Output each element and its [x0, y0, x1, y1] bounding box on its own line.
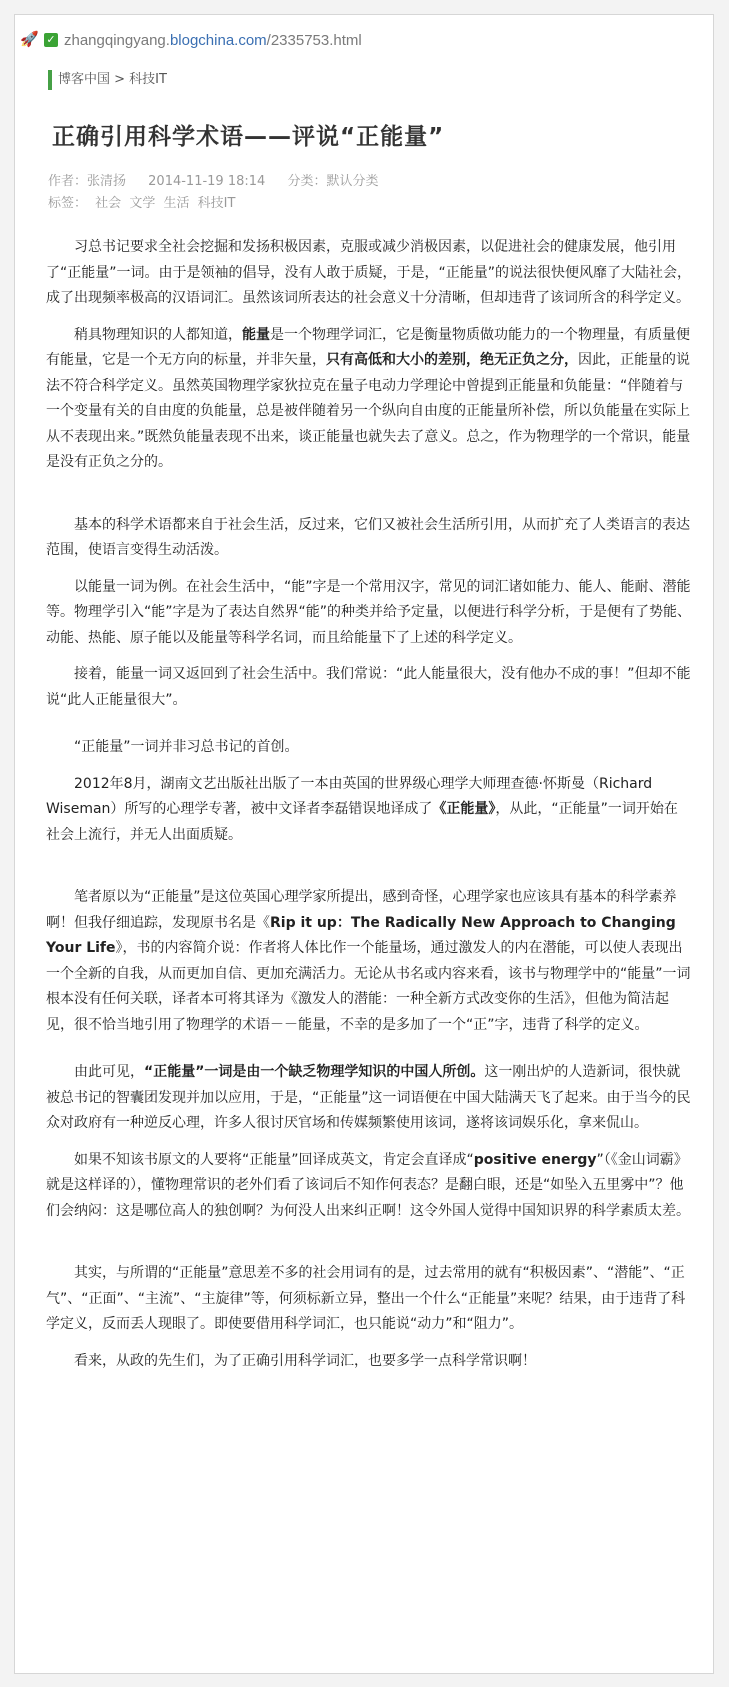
- breadcrumb[interactable]: 博客中国 > 科技IT: [48, 70, 167, 90]
- publish-date: 2014-11-19 18:14: [148, 174, 266, 189]
- emphasis: 只有高低和大小的差别，绝无正负之分，: [326, 352, 578, 368]
- article-tags: [48, 194, 235, 214]
- paragraph: 由此可见，“正能量”一词是由一个缺乏物理学知识的中国人所创。这一刚出炉的人造新词，很快就被总书记的智囊团发现并加以应用，于是，“正能量”这一词语便在中国大陆满天飞了起来。由于当今的民众对政府有一种逆反心理，许多人很讨厌官场和传媒频繁使用该词，遂将该词娱乐化，拿来侃山。: [46, 1064, 691, 1131]
- url-host: blogchina.com: [169, 31, 267, 49]
- url-prefix: zhangqingyang.: [64, 31, 170, 49]
- address-bar[interactable]: [20, 25, 690, 55]
- article-meta: [48, 172, 396, 192]
- emphasis: 《正能量》: [432, 801, 496, 817]
- emphasis: 能量: [242, 326, 270, 343]
- paragraph: 其实，与所谓的“正能量”意思差不多的社会用词有的是，过去常用的就有“积极因素”、“潜能”、“正气”、“正面”、“主流”、“主旋律”等，何须标新立异，整出一个什么“正能量”来呢？结果，由于违背了科学定义，反而丢人现眼了。即使要借用科学词汇，也只能说“动力”和“阻力”。: [46, 1265, 686, 1332]
- author: 作者：张清扬: [48, 174, 127, 189]
- secure-check-icon: ✓: [44, 33, 58, 47]
- article-body: [46, 235, 691, 1374]
- emphasis: Rip it up：The Radically New Approach to Changing Your Life: [46, 914, 676, 956]
- paragraph: 以能量一词为例。在社会生活中，“能”字是一个常用汉字，常见的词汇诸如能力、能人、能耐、潜能等。物理学引入“能”字是为了表达自然界“能”的种类并给予定量，以便进行科学分析，于是便有了势能、动能、热能、原子能以及能量等科学名词，而且给能量下了上述的科学定义。: [46, 578, 692, 646]
- paragraph: 习总书记要求全社会挖掘和发扬积极因素，克服或减少消极因素，以促进社会的健康发展，他引用了“正能量”一词。由于是领袖的倡导，没有人敢于质疑，于是，“正能量”的说法很快便风靡了大陆社会，成了出现频率极高的汉语词汇。虽然该词所表达的社会意义十分清晰，但却违背了该词所含的科学定义。: [46, 239, 692, 306]
- category[interactable]: 分类：默认分类: [287, 174, 379, 189]
- rocket-icon: 🚀: [20, 31, 39, 48]
- paragraph: 稍具物理知识的人都知道，能量是一个物理学词汇，它是衡量物质做功能力的一个物理量，有质量便有能量，它是一个无方向的标量，并非矢量，只有高低和大小的差别，绝无正负之分，因此，正能量的说法不符合科学定义。虽然英国物理学家狄拉克在量子电动力学理论中曾提到正能量和负能量：“伴随着与一个变量有关的自由度的负能量，总是被伴随着另一个纵向自由度的正能量所补偿，所以负能量在实际上从不表现出来。”既然负能量表现不出来，谈正能量也就失去了意义。总之，作为物理学的一个常识，能量是没有正负之分的。: [46, 326, 691, 470]
- paragraph: 笔者原以为“正能量”是这位英国心理学家所提出，感到奇怪，心理学家也应该具有基本的科学素养啊！但我仔细追踪，发现原书名是《Rip it up：The Radically New Approach to Changing Your Life》，书的内容简介说：作者将人体比作一个能量场，通过激发人的内在潜能，可以使人表现出一个全新的自我，从而更加自信、更加充满活力。无论从书名或内容来看，该书与物理学中的“能量”一词根本没有任何关联，译者本可将其译为《激发人的潜能：一种全新方式改变你的生活》，但他为简洁起见，很不恰当地引用了物理学的术语－－能量，不幸的是多加了一个“正”字，违背了科学的定义。: [46, 889, 691, 1033]
- tag-link[interactable]: 文学: [129, 196, 156, 211]
- paragraph: 2012年8月，湖南文艺出版社出版了一本由英国的世界级心理学大师理查德·怀斯曼（Richard Wiseman）所写的心理学专著，被中文译者李磊错误地译成了《正能量》，从此，“正能量”一词开始在社会上流行，并无人出面质疑。: [46, 775, 678, 843]
- tags-label: 标签：: [48, 196, 88, 211]
- tag-link[interactable]: 社会: [95, 196, 122, 211]
- emphasis: positive energy: [473, 1151, 597, 1168]
- paragraph: “正能量”一词并非习总书记的首创。: [74, 739, 299, 755]
- url-path: /2335753.html: [266, 31, 362, 49]
- tag-link[interactable]: 科技IT: [197, 196, 236, 211]
- paragraph: 接着，能量一词又返回到了社会生活中。我们常说：“此人能量很大，没有他办不成的事！”但却不能说“此人正能量很大”。: [46, 666, 691, 708]
- paragraph: 看来，从政的先生们，为了正确引用科学词汇，也要多学一点科学常识啊！: [74, 1352, 536, 1369]
- tag-link[interactable]: 生活: [163, 196, 190, 211]
- paragraph: 基本的科学术语都来自于社会生活，反过来，它们又被社会生活所引用，从而扩充了人类语言的表达范围，使语言变得生动活泼。: [46, 516, 690, 558]
- article-title: 正确引用科学术语——评说“正能量”: [52, 124, 445, 150]
- paragraph: 如果不知该书原文的人要将“正能量”回译成英文，肯定会直译成“positive energy”（《金山词霸》就是这样译的），懂物理常识的老外们看了该词后不知作何表态？是翻白眼，还是“如坠入五里雾中”？他们会纳闷：这是哪位高人的独创啊？为何没人出来纠正啊！这令外国人觉得中国知识界的科学素质太差。: [46, 1151, 690, 1219]
- emphasis: “正能量”一词是由一个缺乏物理学知识的中国人所创。: [144, 1064, 485, 1080]
